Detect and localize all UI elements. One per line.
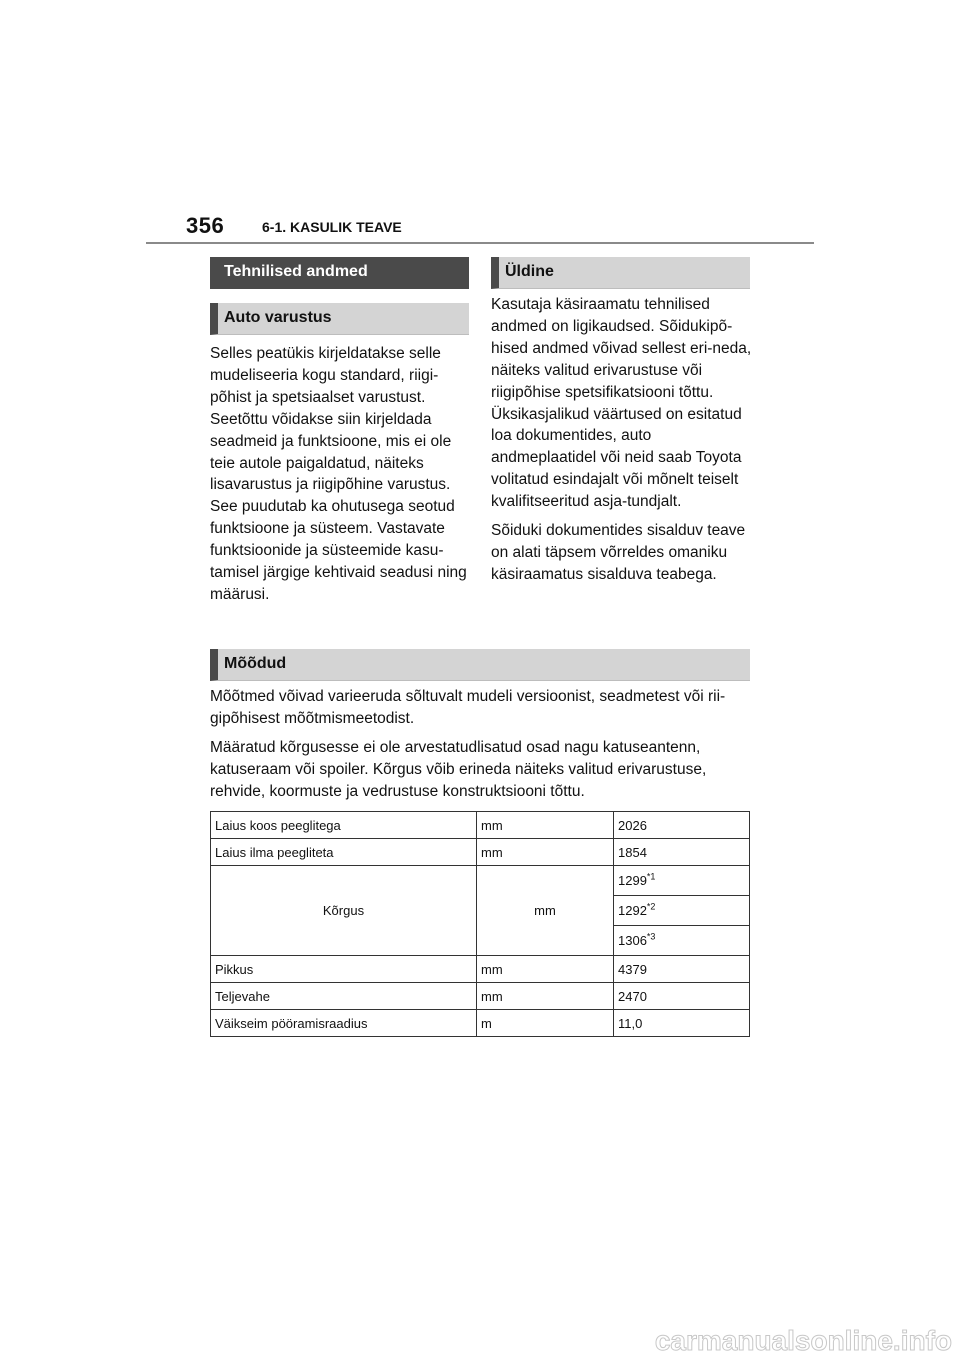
subsection-bar-auto-varustus bbox=[210, 303, 469, 335]
left-paragraph: Selles peatükis kirjeldatakse selle mudeliseeria kogu standard, riigi-põhist ja spetsiaalset varustust. Seetõttu võidakse siin kirjeldada seadmeid ja funktsioone, mis ei ole teie autole paigaldatud, näiteks lisavarustus ja riigipõhine varustus. See puudutab ka ohutusega seotud funktsioone ja süsteem. Vastavate funktsioonide ja süsteemide kasu-tamisel järgige kehtivaid seadusi ning määrusi. bbox=[210, 345, 467, 603]
table-cell-label: Laius koos peeglitega bbox=[211, 812, 477, 839]
table-cell-unit: mm bbox=[477, 956, 614, 983]
dimensions-paragraph-1: Mõõtmed võivad varieeruda sõltuvalt mudeli versioonist, seadmetest või rii-gipõhisest mõõtmismeetodist. bbox=[210, 688, 726, 727]
table-cell-value: 4379 bbox=[614, 956, 750, 983]
subsection-title: Mõõdud bbox=[224, 655, 287, 672]
table-cell-unit: mm bbox=[477, 812, 614, 839]
watermark-text: carmanualsonline.info bbox=[654, 1325, 952, 1356]
subsection-title: Üldine bbox=[505, 263, 554, 280]
table-cell-value bbox=[614, 926, 750, 956]
table-cell-unit: m bbox=[477, 1010, 614, 1037]
table-cell-label: Väikseim pööramisraadius bbox=[211, 1010, 477, 1037]
section-title-bar bbox=[210, 257, 469, 289]
subsection-bar-uldine bbox=[491, 257, 750, 289]
table-cell-value: 1854 bbox=[614, 839, 750, 866]
footnote-mark-2: *2 bbox=[646, 901, 656, 912]
table-row bbox=[211, 812, 750, 839]
left-column-text bbox=[210, 343, 472, 613]
footnote-mark-3: *3 bbox=[646, 931, 656, 942]
section-title: Tehnilised andmed bbox=[224, 263, 368, 280]
dimensions-text bbox=[210, 686, 755, 810]
table-row bbox=[211, 839, 750, 866]
table-cell-unit: mm bbox=[477, 839, 614, 866]
dimensions-table bbox=[210, 811, 750, 1037]
table-cell-value: 11,0 bbox=[614, 1010, 750, 1037]
dimensions-paragraph-2: Määratud kõrgusesse ei ole arvestatudlisatud osad nagu katuseantenn, katuseraam või spoiler. Kõrgus võib erineda näiteks valitud erivarustuse, rehvide, koormuste ja vedrustuse konstruktsiooni tõttu. bbox=[210, 739, 707, 800]
table-cell-value bbox=[614, 866, 750, 896]
table-cell-label: Pikkus bbox=[211, 956, 477, 983]
page-number: 356 bbox=[186, 213, 225, 238]
right-paragraph-2: Sõiduki dokumentides sisalduv teave on alati täpsem võrreldes omaniku käsiraamatus sisalduva teabega. bbox=[491, 522, 746, 583]
height-value-2: 1292 bbox=[618, 903, 647, 918]
header-divider bbox=[146, 242, 814, 244]
table-row bbox=[211, 956, 750, 983]
footnote-mark-1: *1 bbox=[646, 871, 656, 882]
table-row bbox=[211, 866, 750, 896]
subsection-title: Auto varustus bbox=[224, 309, 332, 326]
subsection-bar-moodud bbox=[210, 649, 750, 681]
table-cell-label: Kõrgus bbox=[211, 866, 477, 956]
section-heading: 6-1. KASULIK TEAVE bbox=[262, 219, 402, 235]
table-cell-unit: mm bbox=[477, 866, 614, 956]
height-value-3: 1306 bbox=[618, 933, 647, 948]
table-cell-value: 2470 bbox=[614, 983, 750, 1010]
right-column-text bbox=[491, 294, 753, 593]
table-cell-label: Teljevahe bbox=[211, 983, 477, 1010]
table-cell-label: Laius ilma peegliteta bbox=[211, 839, 477, 866]
table-cell-value bbox=[614, 896, 750, 926]
table-cell-unit: mm bbox=[477, 983, 614, 1010]
right-paragraph-1: Kasutaja käsiraamatu tehnilised andmed on ligikaudsed. Sõidukipõ-hised andmed võivad sellest eri-neda, näiteks valitud erivarustuse või riigipõhise spetsifikatsiooni tõttu. Üksikasjalikud väärtused on esitatud loa dokumentides, auto andmeplaatidel või neid saab Toyota volitatud esindajalt või mõnelt teiselt kvalifitseeritud asja-tundjalt. bbox=[491, 296, 752, 511]
height-value-1: 1299 bbox=[618, 873, 647, 888]
table-row bbox=[211, 1010, 750, 1037]
table-cell-value: 2026 bbox=[614, 812, 750, 839]
table-row bbox=[211, 983, 750, 1010]
